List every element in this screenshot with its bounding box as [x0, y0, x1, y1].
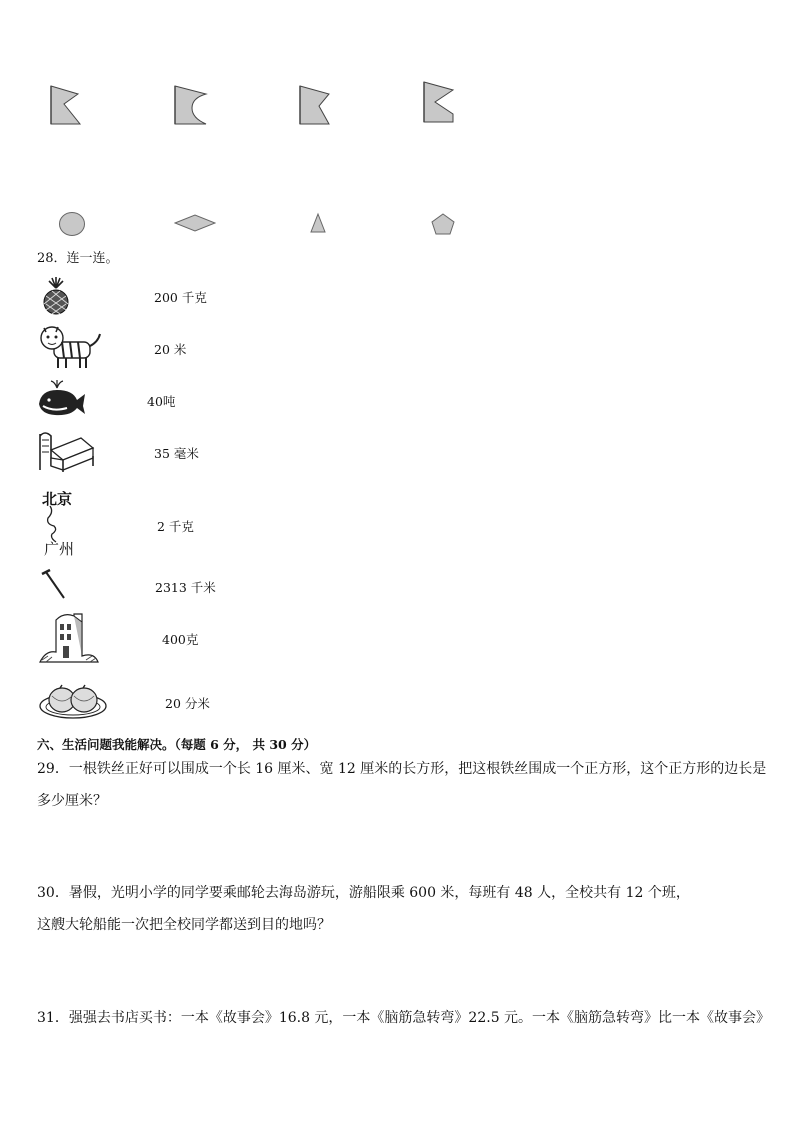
question-28-title: 28．连一连。: [37, 251, 119, 266]
bed-icon: [37, 428, 95, 472]
triangle-shape: [309, 212, 327, 234]
folded-paper-shape-2: [172, 80, 210, 126]
folded-paper-shape-4: [421, 78, 459, 124]
measure-label-5: 2 千克: [157, 519, 194, 534]
fruit-plate-icon: [38, 680, 110, 720]
measure-label-7: 400克: [162, 632, 199, 647]
question-30-line-2: 这艘大轮船能一次把全校同学都送到目的地吗？: [37, 917, 331, 933]
rhombus-shape: [174, 213, 216, 233]
measure-label-1: 200 千克: [154, 290, 207, 305]
measure-label-6: 2313 千米: [155, 580, 216, 595]
pineapple-icon: [38, 276, 74, 316]
nail-icon: [40, 568, 68, 602]
whale-icon: [37, 378, 87, 418]
map-label-beijing: 北京: [42, 490, 73, 508]
map-label-guangzhou: 广州: [44, 540, 75, 558]
measure-label-8: 20 分米: [165, 696, 210, 711]
pentagon-shape: [430, 212, 456, 236]
question-29-line-1: 29．一根铁丝正好可以围成一个长 16 厘米、宽 12 厘米的长方形，把这根铁丝围成一个正方形，这个正方形的边长是: [37, 761, 767, 777]
question-30-line-1: 30．暑假，光明小学的同学要乘邮轮去海岛游玩，游船限乘 600 米，每班有 48 人，全校共有 12 个班，: [37, 885, 690, 901]
route-map-icon: [38, 484, 88, 560]
measure-label-4: 35 毫米: [154, 446, 199, 461]
tiger-icon: [36, 322, 102, 372]
measure-label-2: 20 米: [154, 342, 187, 357]
section-6-heading: 六、生活问题我能解决。（每题 6 分， 共 30 分）: [37, 737, 317, 752]
question-29-line-2: 多少厘米？: [37, 793, 107, 809]
folded-paper-shape-1: [48, 80, 84, 126]
measure-label-3: 40吨: [147, 394, 176, 409]
building-icon: [38, 610, 100, 664]
folded-paper-shape-3: [297, 80, 335, 126]
circle-shape: [58, 211, 86, 237]
question-31-line-1: 31．强强去书店买书：一本《故事会》16.8 元，一本《脑筋急转弯》22.5 元。一本《脑筋急转弯》比一本《故事会》: [37, 1010, 771, 1026]
